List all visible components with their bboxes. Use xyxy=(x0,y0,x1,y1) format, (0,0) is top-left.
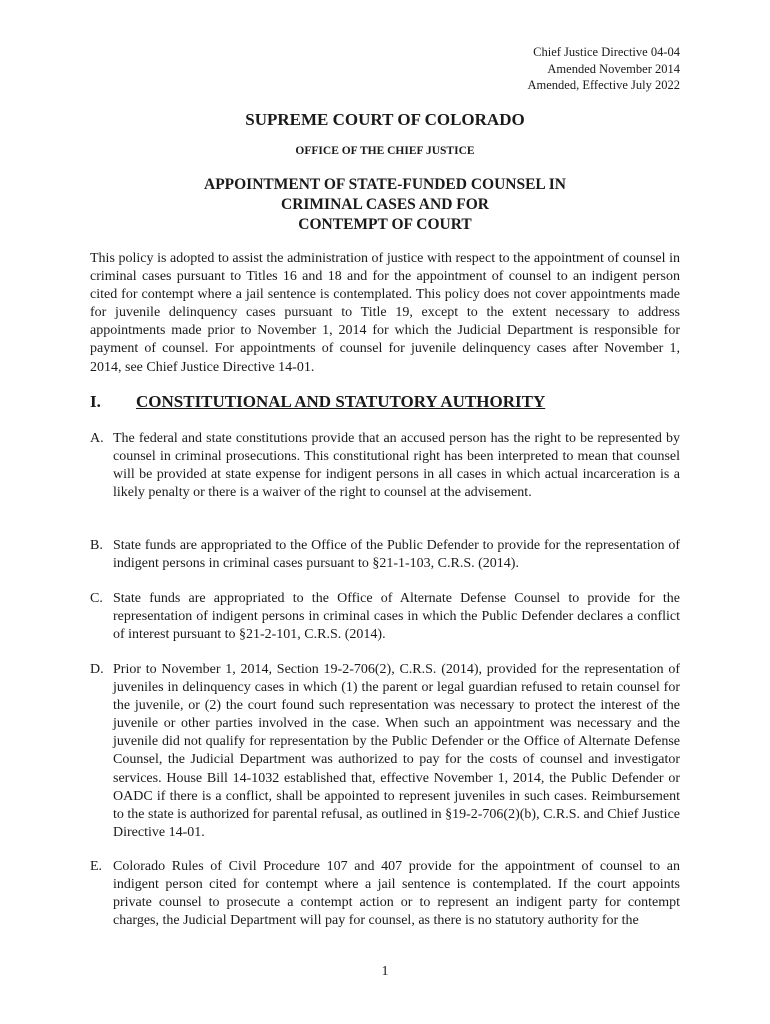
intro-paragraph: This policy is adopted to assist the administration of justice with respect to the appointment of counsel in criminal cases pursuant to Titles 16 and 18 and for the appointment of counsel to an indigent person cited for contempt where a jail sentence is contemplated. This policy does not cover appointments made for juvenile delinquency cases pursuant to Title 19, except to the extent necessary to address appointments made prior to November 1, 2014 for which the Judicial Department is responsible for payment of counsel. For appointments of counsel for juvenile delinquency cases after November 1, 2014, see Chief Justice Directive 14-01. xyxy=(90,251,680,375)
directive-header xyxy=(527,44,680,94)
directive-number: Chief Justice Directive 04-04 xyxy=(533,45,680,59)
section-title: CONSTITUTIONAL AND STATUTORY AUTHORITY xyxy=(136,392,546,411)
item-letter: C. xyxy=(90,591,103,606)
item-letter: D. xyxy=(90,662,104,677)
list-item-b xyxy=(90,537,680,573)
item-text: Prior to November 1, 2014, Section 19-2-706(2), C.R.S. (2014), provided for the representation of juveniles in delinquency cases in which (1) the parent or legal guardian refused to retain counsel for the juvenile, or (2) the court found such representation was necessary to protect the interest of the juvenile or other parties involved in the case. When such an appointment was necessary and the juvenile did not qualify for representation by the Public Defender or the Office of Alternate Defense Counsel, the Judicial Department was authorized to pay for the costs of counsel and investigator services. House Bill 14-1032 established that, effective November 1, 2014, the Public Defender or OADC if there is a conflict, shall be appointed to represent juveniles in such cases. Reimbursement to the state is authorized for parental refusal, as outlined in §19-2-706(2)(b), C.R.S. and Chief Justice Directive 14-01. xyxy=(113,662,680,840)
list-item-a xyxy=(90,430,680,502)
title-line-2: CRIMINAL CASES AND FOR xyxy=(281,196,489,213)
title-line-3: CONTEMPT OF COURT xyxy=(298,216,472,233)
item-letter: E. xyxy=(90,859,103,874)
item-text: The federal and state constitutions provide that an accused person has the right to be represented by counsel in criminal prosecutions. This constitutional right has been interpreted to mean that counsel will be provided at state expense for indigent persons in all cases in which actual incarceration is a likely penalty or there is a waiver of the right to counsel at the advisement. xyxy=(113,431,680,501)
item-text: State funds are appropriated to the Office of the Public Defender to provide for the representation of indigent persons in criminal cases pursuant to §21-1-103, C.R.S. (2014). xyxy=(113,538,680,572)
item-text: State funds are appropriated to the Office of Alternate Defense Counsel to provide for the representation of indigent persons in criminal cases in which the Public Defender declares a conflict of interest pursuant to §21-2-101, C.R.S. (2014). xyxy=(113,591,680,643)
item-letter: A. xyxy=(90,431,104,446)
office-name: OFFICE OF THE CHIEF JUSTICE xyxy=(295,145,475,157)
page-number: 1 xyxy=(381,964,389,979)
item-letter: B. xyxy=(90,538,103,553)
effective-date: Amended, Effective July 2022 xyxy=(527,78,680,92)
list-item-c xyxy=(90,590,680,644)
title-line-1: APPOINTMENT OF STATE-FUNDED COUNSEL IN xyxy=(204,176,566,193)
list-item-e xyxy=(90,858,680,930)
item-text: Colorado Rules of Civil Procedure 107 and 407 provide for the appointment of counsel to an indigent person cited for contempt where a jail sentence is contemplated. If the court appoints private counsel to prosecute a contempt action or to represent an indigent party for contempt charges, the Judicial Department will pay for counsel, as there is no statutory authority for the xyxy=(113,859,680,929)
court-name: SUPREME COURT OF COLORADO xyxy=(245,110,525,129)
amended-date: Amended November 2014 xyxy=(547,61,680,76)
section-heading xyxy=(90,392,545,412)
section-number: I. xyxy=(90,392,101,411)
list-item-d xyxy=(90,661,680,842)
document-title xyxy=(0,175,770,235)
